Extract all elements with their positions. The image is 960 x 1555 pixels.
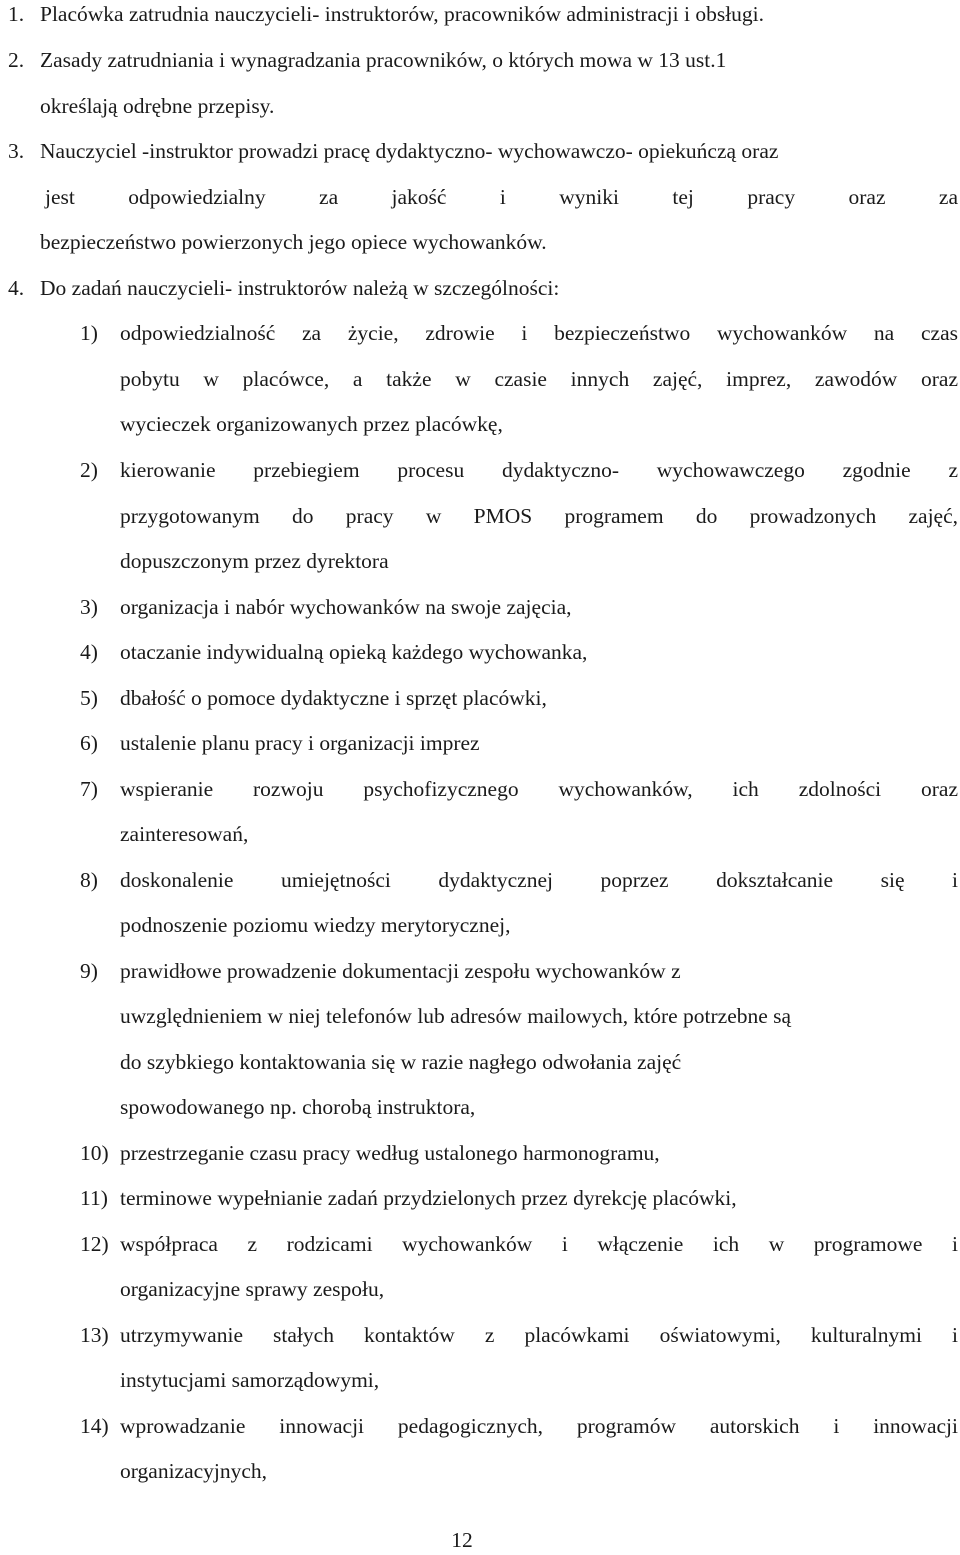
- list-item-line: prawidłowe prowadzenie dokumentacji zespołu wychowanków z: [120, 959, 681, 983]
- list-item-line: wprowadzanie innowacji pedagogicznych, programów autorskich i innowacji: [120, 1414, 958, 1438]
- list-item-line: instytucjami samorządowymi,: [120, 1368, 380, 1392]
- list-item-line: odpowiedzialność za życie, zdrowie i bezpieczeństwo wychowanków na czas: [120, 321, 958, 345]
- list-item-line: przestrzeganie czasu pracy według ustalonego harmonogramu,: [120, 1141, 660, 1165]
- list-item-number: 6): [80, 731, 98, 755]
- list-item-number: 11): [80, 1186, 108, 1210]
- list-item-line: kierowanie przebiegiem procesu dydaktyczno- wychowawczego zgodnie z: [120, 458, 958, 482]
- list-item-line: dopuszczonym przez dyrektora: [120, 549, 389, 573]
- list-item-line: organizacyjne sprawy zespołu,: [120, 1277, 385, 1301]
- point-number: 3.: [8, 139, 25, 163]
- page-number: 12: [451, 1528, 473, 1552]
- list-item-line: do szybkiego kontaktowania się w razie nagłego odwołania zajęć: [120, 1050, 682, 1074]
- list-item-line: uwzględnieniem w niej telefonów lub adresów mailowych, które potrzebne są: [120, 1004, 792, 1028]
- list-item-line: otaczanie indywidualną opieką każdego wychowanka,: [120, 640, 588, 664]
- list-item-line: organizacyjnych,: [120, 1459, 268, 1483]
- paragraph-line: Zasady zatrudniania i wynagradzania pracowników, o których mowa w 13 ust.1: [40, 48, 727, 72]
- list-item-number: 1): [80, 321, 98, 345]
- list-item-number: 4): [80, 640, 98, 664]
- list-item-number: 3): [80, 595, 98, 619]
- list-item-line: ustalenie planu pracy i organizacji imprez: [120, 731, 480, 755]
- point-number: 2.: [8, 48, 25, 72]
- list-item-number: 12): [80, 1232, 109, 1256]
- list-item-number: 5): [80, 686, 98, 710]
- list-item-number: 9): [80, 959, 98, 983]
- list-item-line: doskonalenie umiejętności dydaktycznej poprzez dokształcanie się i: [120, 868, 958, 892]
- list-item-line: podnoszenie poziomu wiedzy merytorycznej,: [120, 913, 511, 937]
- list-item-line: utrzymywanie stałych kontaktów z placówkami oświatowymi, kulturalnymi i: [120, 1323, 958, 1347]
- paragraph-line: Placówka zatrudnia nauczycieli- instruktorów, pracowników administracji i obsługi.: [40, 2, 765, 26]
- list-item-line: wycieczek organizowanych przez placówkę,: [120, 412, 503, 436]
- list-item-number: 8): [80, 868, 98, 892]
- list-item-line: przygotowanym do pracy w PMOS programem do prowadzonych zajęć,: [120, 504, 958, 528]
- list-item-number: 2): [80, 458, 98, 482]
- paragraph-line: bezpieczeństwo powierzonych jego opiece wychowanków.: [40, 230, 547, 254]
- paragraph-line: Do zadań nauczycieli- instruktorów należą w szczególności:: [40, 276, 560, 300]
- list-item-line: organizacja i nabór wychowanków na swoje zajęcia,: [120, 595, 572, 619]
- list-item-line: współpraca z rodzicami wychowanków i włączenie ich w programowe i: [120, 1232, 958, 1256]
- list-item-line: pobytu w placówce, a także w czasie innych zajęć, imprez, zawodów oraz: [120, 367, 958, 391]
- list-item-number: 13): [80, 1323, 109, 1347]
- list-item-number: 10): [80, 1141, 109, 1165]
- paragraph-line: jest odpowiedzialny za jakość i wyniki tej pracy oraz za: [45, 185, 958, 209]
- paragraph-line: Nauczyciel -instruktor prowadzi pracę dydaktyczno- wychowawczo- opiekuńczą oraz: [40, 139, 779, 163]
- list-item-number: 14): [80, 1414, 109, 1438]
- paragraph-line: określają odrębne przepisy.: [40, 94, 275, 118]
- list-item-number: 7): [80, 777, 98, 801]
- point-number: 1.: [8, 2, 25, 26]
- list-item-line: dbałość o pomoce dydaktyczne i sprzęt placówki,: [120, 686, 547, 710]
- list-item-line: terminowe wypełnianie zadań przydzielonych przez dyrekcję placówki,: [120, 1186, 737, 1210]
- list-item-line: wspieranie rozwoju psychofizycznego wychowanków, ich zdolności oraz: [120, 777, 958, 801]
- list-item-line: zainteresowań,: [120, 822, 249, 846]
- point-number: 4.: [8, 276, 25, 300]
- list-item-line: spowodowanego np. chorobą instruktora,: [120, 1095, 476, 1119]
